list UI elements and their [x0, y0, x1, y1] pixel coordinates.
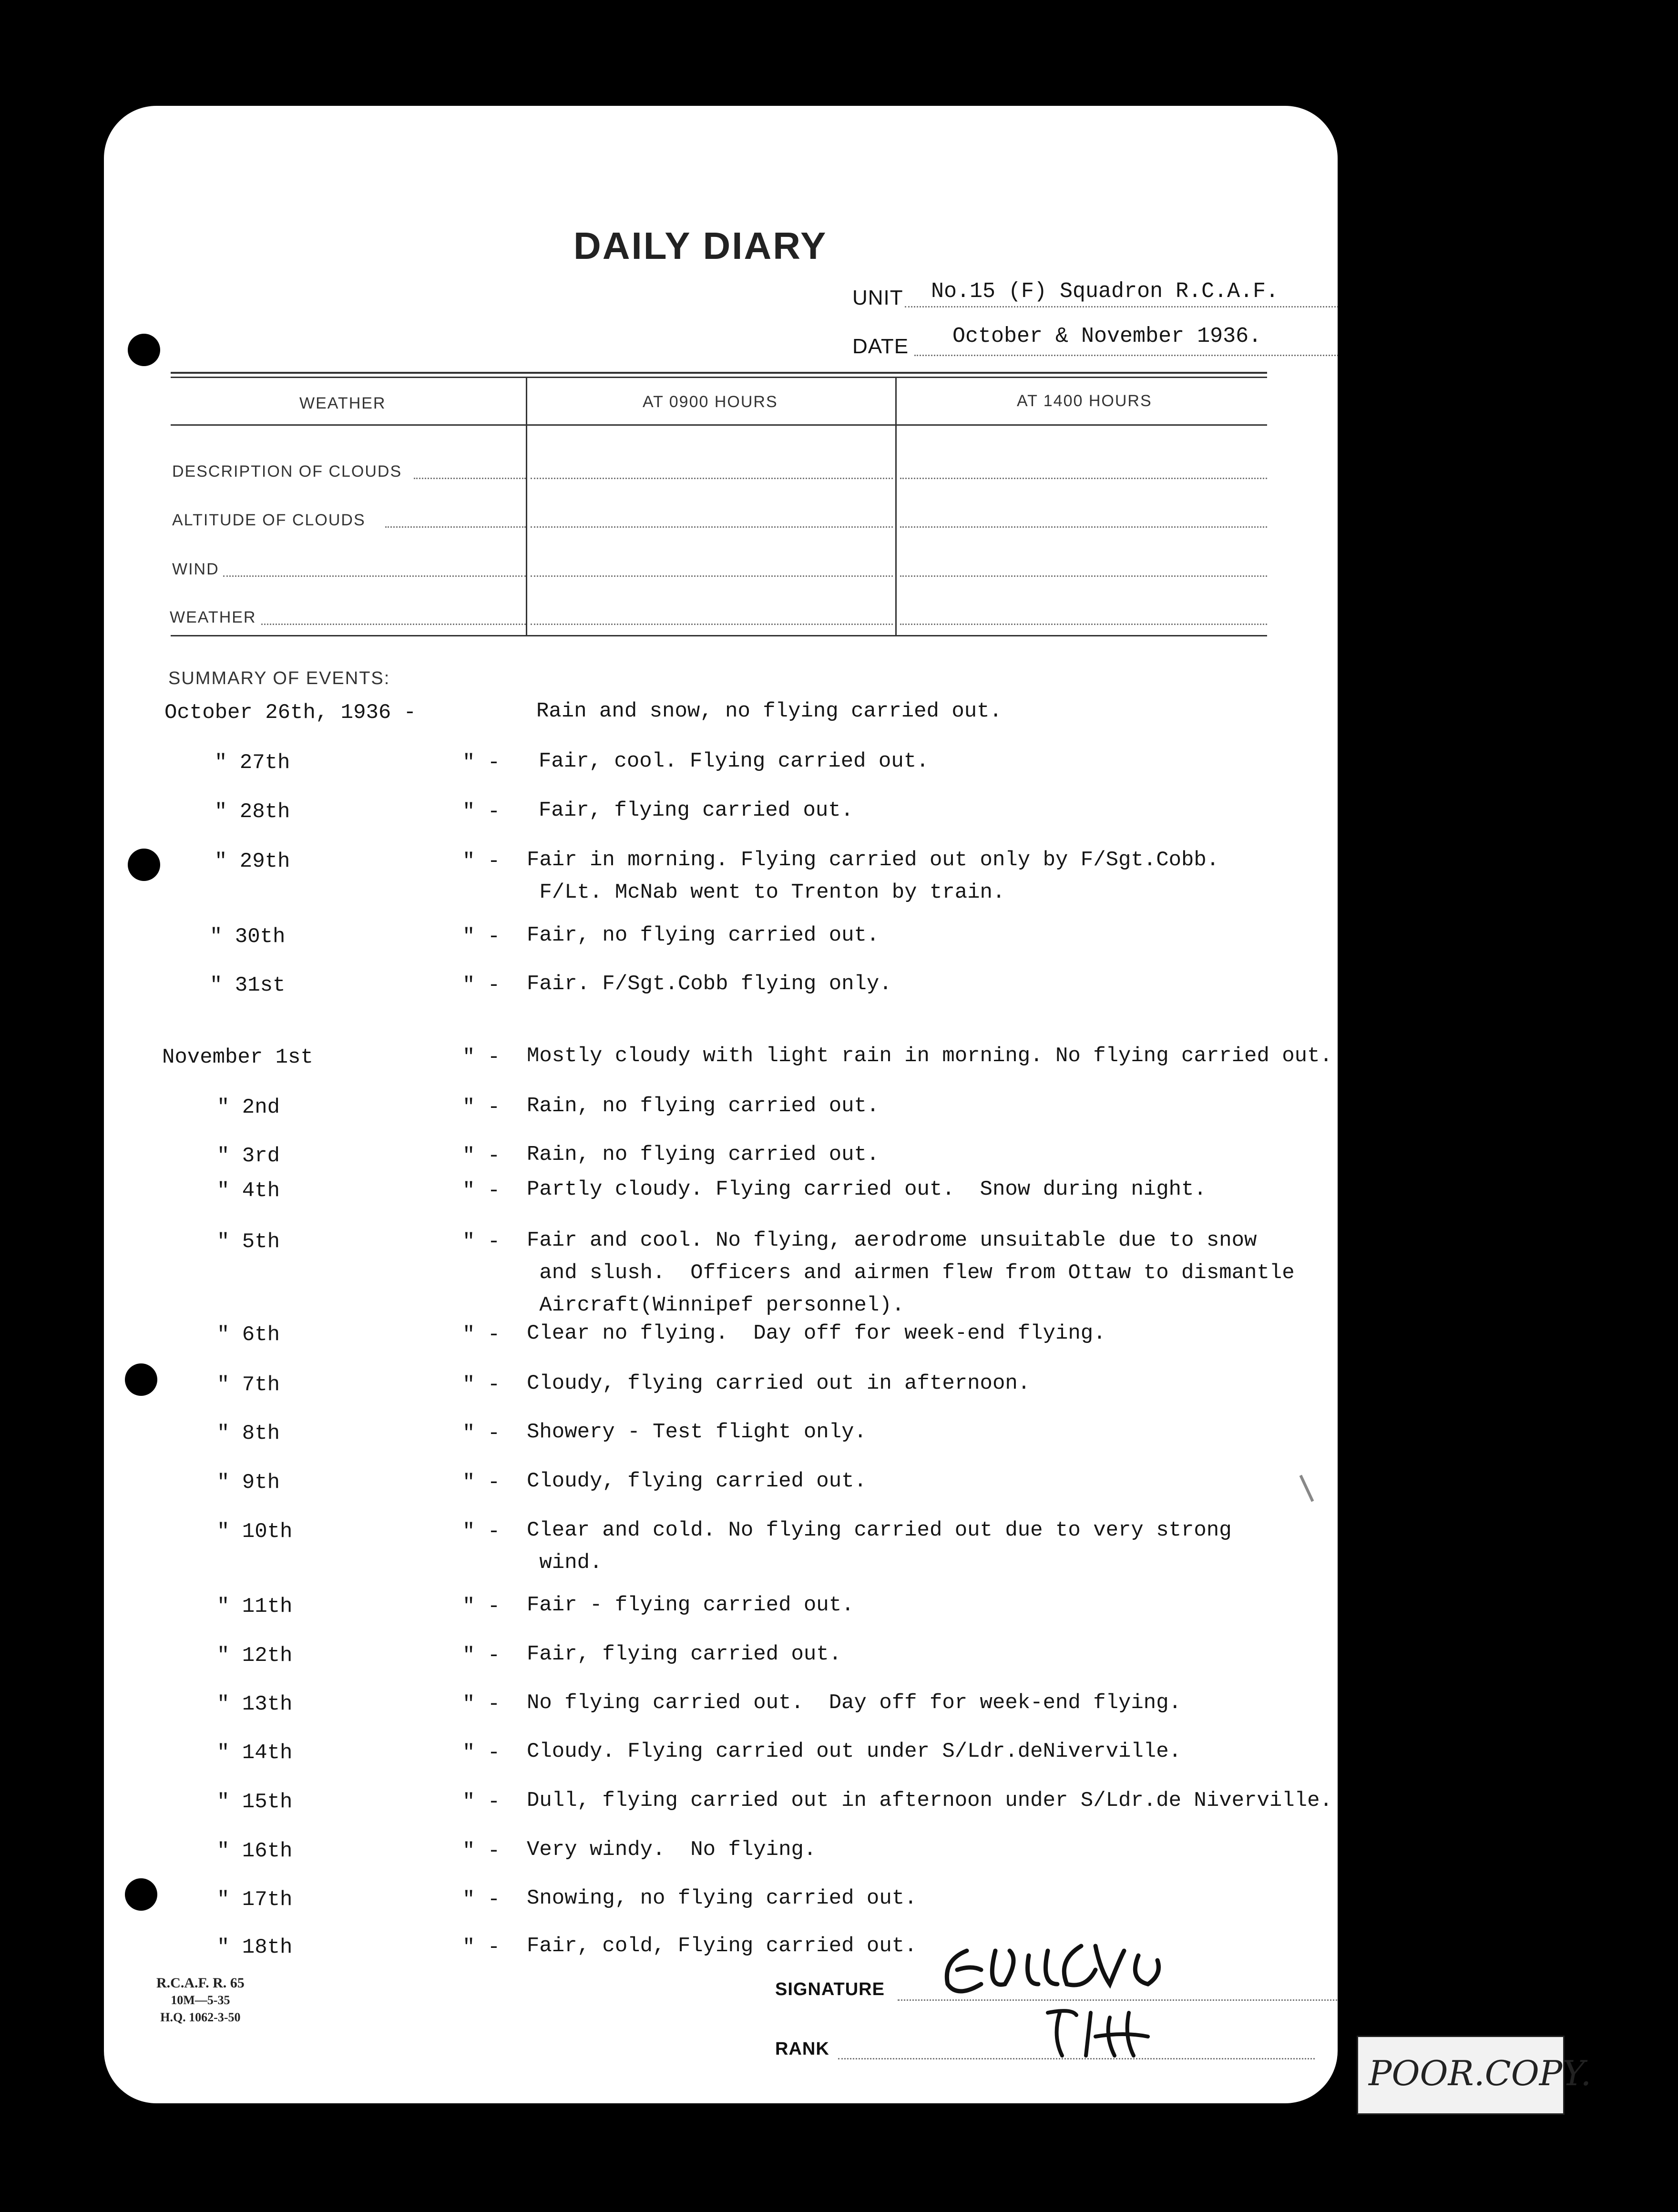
- event-date: " 16th: [217, 1839, 293, 1863]
- form-code: R.C.A.F. R. 65: [156, 1975, 245, 1991]
- poor-copy-text: POOR.COPY.: [1369, 2053, 1592, 2093]
- event-date: " 10th: [217, 1520, 293, 1544]
- event-text: Rain, no flying carried out.: [527, 1094, 880, 1118]
- event-text: Fair, no flying carried out.: [527, 923, 880, 947]
- event-date: " 8th: [217, 1422, 280, 1445]
- event-date: " 27th: [215, 751, 290, 775]
- page-title: DAILY DIARY: [573, 225, 828, 267]
- event-text: Fair and cool. No flying, aerodrome unsuitable due to snow and slush. Officers and airmen flew from Ottaw to dismantle Aircraft(Winnipef personnel).: [527, 1229, 1295, 1317]
- punch-hole: [128, 849, 160, 881]
- event-date: November 1st: [162, 1045, 313, 1069]
- rank-mark: [1038, 2003, 1172, 2065]
- row-label-altitude: ALTITUDE OF CLOUDS: [172, 511, 366, 529]
- event-date: " 5th: [217, 1230, 280, 1254]
- event-date: " 7th: [217, 1373, 280, 1397]
- event-date: " 18th: [217, 1936, 293, 1959]
- event-ditto: " -: [462, 1230, 501, 1254]
- event-ditto: " -: [462, 1790, 501, 1814]
- event-date: " 3rd: [217, 1144, 280, 1168]
- event-text: Clear no flying. Day off for week-end flying.: [527, 1321, 1106, 1345]
- date-label: DATE: [852, 335, 909, 358]
- event-date: " 12th: [217, 1644, 293, 1668]
- event-date: " 29th: [215, 850, 290, 873]
- row-label-wind: WIND: [172, 560, 219, 578]
- signature-label: SIGNATURE: [775, 1979, 885, 1999]
- summary-heading: SUMMARY OF EVENTS:: [168, 668, 390, 688]
- poor-copy-stamp: [1357, 2036, 1592, 2115]
- event-ditto: " -: [462, 1888, 501, 1912]
- event-ditto: " -: [462, 1692, 501, 1716]
- event-text: Rain, no flying carried out.: [527, 1143, 880, 1167]
- row-label-weather: WEATHER: [170, 608, 256, 626]
- signature-mark: [938, 1932, 1338, 2003]
- row-label-description: DESCRIPTION OF CLOUDS: [172, 462, 402, 481]
- event-date: " 28th: [215, 800, 290, 824]
- event-date: " 2nd: [217, 1096, 280, 1119]
- event-text: Cloudy, flying carried out in afternoon.: [527, 1372, 1031, 1395]
- table-header-0900: AT 0900 HOURS: [643, 393, 778, 411]
- event-text: Rain and snow, no flying carried out.: [536, 699, 1002, 723]
- diary-page: [104, 106, 1338, 2103]
- event-ditto: " -: [462, 1839, 501, 1863]
- event-text: Fair, flying carried out.: [539, 799, 854, 822]
- table-header-1400: AT 1400 HOURS: [1017, 392, 1152, 410]
- event-ditto: " -: [462, 751, 501, 775]
- print-code: 10M—5-35: [171, 1993, 230, 2007]
- event-date: October 26th, 1936 -: [164, 701, 417, 725]
- event-text: Snowing, no flying carried out.: [527, 1886, 917, 1910]
- event-ditto: " -: [462, 1471, 501, 1495]
- event-text: Cloudy. Flying carried out under S/Ldr.deNiverville.: [527, 1740, 1182, 1763]
- event-ditto: " -: [462, 1741, 501, 1765]
- event-text: Fair in morning. Flying carried out only by F/Sgt.Cobb. F/Lt. McNab went to Trenton by train.: [527, 848, 1219, 904]
- event-date: " 14th: [217, 1741, 293, 1765]
- event-ditto: " -: [462, 1323, 501, 1347]
- event-ditto: " -: [462, 973, 501, 997]
- event-text: Fair - flying carried out.: [527, 1593, 854, 1617]
- event-ditto: " -: [462, 1144, 501, 1168]
- event-date: " 30th: [210, 925, 286, 949]
- event-text: No flying carried out. Day off for week-end flying.: [527, 1691, 1182, 1715]
- event-date: " 9th: [217, 1471, 280, 1495]
- rank-label: RANK: [775, 2039, 829, 2059]
- event-ditto: " -: [462, 800, 501, 824]
- event-text: Fair. F/Sgt.Cobb flying only.: [527, 972, 892, 996]
- event-date: " 11th: [217, 1595, 293, 1618]
- event-text: Cloudy, flying carried out.: [527, 1469, 867, 1493]
- date-dotline: [914, 355, 1338, 356]
- punch-hole: [128, 334, 160, 366]
- event-text: Showery - Test flight only.: [527, 1420, 867, 1444]
- hq-code: H.Q. 1062-3-50: [160, 2010, 241, 2024]
- event-date: " 6th: [217, 1323, 280, 1347]
- punch-hole: [125, 1363, 157, 1396]
- event-ditto: " -: [462, 1595, 501, 1618]
- event-text: Partly cloudy. Flying carried out. Snow during night.: [527, 1178, 1207, 1201]
- unit-label: UNIT: [852, 286, 903, 309]
- form-code-block: [156, 1975, 245, 2026]
- event-ditto: " -: [462, 850, 501, 873]
- event-text: Fair, flying carried out.: [527, 1642, 842, 1666]
- event-ditto: " -: [462, 1422, 501, 1445]
- event-date: " 31st: [210, 973, 286, 997]
- event-date: " 15th: [217, 1790, 293, 1814]
- unit-dotline: [905, 306, 1338, 307]
- event-ditto: " -: [462, 1644, 501, 1668]
- event-ditto: " -: [462, 1096, 501, 1119]
- table-header-weather: WEATHER: [299, 394, 386, 412]
- event-ditto: " -: [462, 1179, 501, 1203]
- event-text: Fair, cold, Flying carried out.: [527, 1934, 917, 1958]
- unit-value: No.15 (F) Squadron R.C.A.F.: [931, 279, 1279, 304]
- event-ditto: " -: [462, 1373, 501, 1397]
- event-text: Very windy. No flying.: [527, 1838, 817, 1862]
- event-text: Clear and cold. No flying carried out due to very strong wind.: [527, 1518, 1232, 1575]
- event-ditto: " -: [462, 1520, 501, 1544]
- ink-mark: [1299, 1475, 1314, 1502]
- event-date: " 4th: [217, 1179, 280, 1203]
- event-date: " 13th: [217, 1692, 293, 1716]
- punch-hole: [125, 1878, 157, 1911]
- event-date: " 17th: [217, 1888, 293, 1912]
- event-ditto: " -: [462, 925, 501, 949]
- event-ditto: " -: [462, 1045, 501, 1069]
- event-ditto: " -: [462, 1936, 501, 1959]
- event-text: Fair, cool. Flying carried out.: [539, 749, 929, 773]
- date-value: October & November 1936.: [952, 324, 1262, 348]
- event-text: Dull, flying carried out in afternoon under S/Ldr.de Niverville.: [527, 1789, 1332, 1813]
- event-text: Mostly cloudy with light rain in morning. No flying carried out.: [527, 1044, 1332, 1068]
